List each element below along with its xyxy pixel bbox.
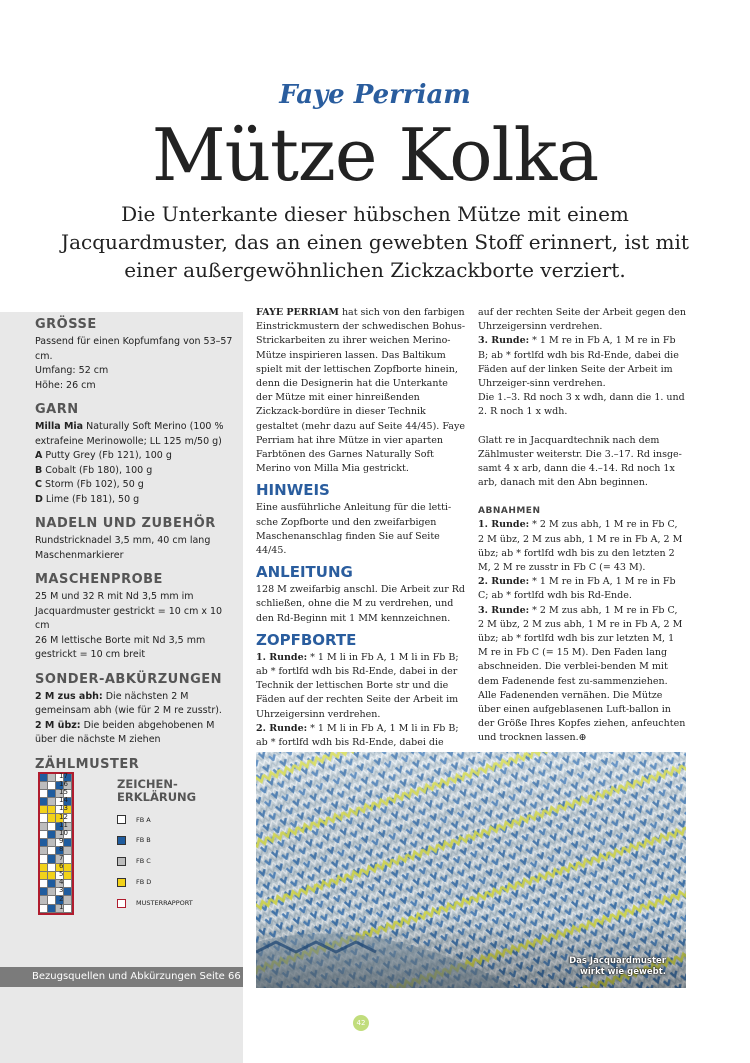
size-line: Höhe: 26 cm: [35, 379, 96, 391]
yarn-details: Naturally Soft Merino (100 % extrafeine Merinowolle; LL 125 m/50 g): [35, 421, 224, 447]
color-key: A: [35, 450, 43, 461]
page-number: 42: [353, 1015, 369, 1031]
abnahmen-round-3: [478, 604, 686, 746]
chart-cell: [40, 798, 48, 806]
legend-label: FB D: [136, 878, 152, 887]
yarn-brand: Milla Mia: [35, 421, 84, 432]
legend-swatch: [117, 836, 126, 845]
abbreviations-heading: SONDER-ABKÜRZUNGEN: [35, 671, 223, 687]
size-section: [35, 316, 235, 393]
chart-cell: [40, 896, 48, 904]
size-line: Umfang: 52 cm: [35, 365, 109, 376]
designer-intro-name: FAYE PERRIAM: [256, 307, 339, 318]
legend-item: [117, 851, 207, 872]
text-column-middle: [256, 306, 466, 764]
chart-cell: [40, 831, 48, 839]
needles-heading: NADELN UND ZUBEHÖR: [35, 516, 216, 531]
chart-cell: [48, 798, 56, 806]
chart-cell: [48, 864, 56, 872]
round-text: * 1 M li in Fb A, 1 M li in Fb B; ab * fortlfd wdh bis Rd-Ende, dabei in der Technik der lettischen Borte str und die Fäden auf der rechten Seite der Arbeit im Uhrzeigersinn verdrehen.: [256, 651, 459, 720]
chart-cell: [40, 855, 48, 863]
chart-cell: [48, 847, 56, 855]
chart-row-numbers: [59, 772, 68, 911]
legend-item: [117, 893, 207, 914]
text-column-right: [478, 306, 686, 746]
caption-line: wirkt wie gewebt.: [580, 967, 666, 977]
yarn-color-line: [35, 464, 235, 479]
abbreviation-term: 2 M übz:: [35, 719, 81, 731]
chart-row-number: 9: [59, 837, 64, 846]
round-text: * 1 M li in Fb A, 1 M li in Fb B; ab * fortlfd wdh bis Rd-Ende, dabei die: [256, 722, 459, 749]
gauge-heading: MASCHENPROBE: [35, 572, 163, 587]
legend-swatch: [117, 899, 126, 908]
chart-row-number: 16: [59, 779, 68, 788]
chart-cell: [48, 880, 56, 888]
chart-cell: [40, 839, 48, 847]
legend-label: FB A: [136, 815, 151, 824]
yarn-color-line: [35, 493, 235, 508]
gauge-line: 26 M lettische Borte mit Nd 3,5 mm gestrickt = 10 cm breit: [35, 634, 206, 660]
round-text: * 2 M zus abh, 1 M re in Fb C, 2 M übz, 2 M zus abh, 1 M re in Fb A, 2 M übz; ab * fortlfd wdh bis zu den letzten 2 M, 2 M re zusstr in Fb C (= 43 M).: [478, 519, 683, 574]
sidebar: [35, 316, 235, 916]
chart-cell: [48, 905, 56, 913]
size-heading: GRÖSSE: [35, 317, 97, 332]
repeat-instruction: Die 1.–3. Rd noch 3 x wdh, dann die 1. und 2. R noch 1 x wdh.: [478, 392, 685, 418]
anleitung-heading: ANLEITUNG: [256, 563, 353, 582]
chart-row-number: 3: [59, 886, 64, 895]
size-line: Passend für einen Kopfumfang von 53–57 cm.: [35, 336, 233, 362]
abbreviation-text: Die beiden abgehobenen M über die nächste M ziehen: [35, 719, 215, 745]
chart-cell: [48, 872, 56, 880]
chart-row-number: 12: [59, 812, 68, 821]
legend-swatch: [117, 815, 126, 824]
knitted-hat-photo: [256, 752, 686, 988]
chart-row-number: 13: [59, 804, 68, 813]
color-key: C: [35, 479, 42, 490]
round-label: 2. Runde:: [256, 722, 308, 734]
legend-swatch: [117, 857, 126, 866]
legend-title: ZEICHEN-ERKLÄRUNG: [117, 776, 197, 804]
abnahmen-round-1: [478, 518, 686, 575]
color-text: Lime (Fb 181), 50 g: [42, 493, 140, 505]
legend-label: FB B: [136, 836, 151, 845]
hinweis-text: Eine ausführliche Anleitung für die letti-sche Zopfborte und den zweifarbigen Maschenanschlag finden Sie auf Seite 44/45.: [256, 502, 452, 557]
chart-cell: [48, 814, 56, 822]
needles-line: Rundstricknadel 3,5 mm, 40 cm lang: [35, 535, 211, 546]
abnahmen-heading: ABNAHMEN: [478, 506, 541, 517]
zopfborte-round-1: [256, 651, 466, 722]
round-text: * 1 M re in Fb A, 1 M re in Fb C; ab * fortlfd wdh bis Rd-Ende.: [478, 576, 676, 602]
chart-row-number: 2: [59, 894, 64, 903]
hinweis-heading: HINWEIS: [256, 481, 330, 500]
chart-cell: [40, 905, 48, 913]
round-text: * 2 M zus abh, 1 M re in Fb C, 2 M übz, 2 M zus abh, 1 M re in Fb A, 2 M übz; ab * fortlfd wdh bis zur letzten M, 1 M re in Fb C (= 15 M). Den Faden lang abschneiden. Die verblei-benden M mit dem Fadenende fest zu-sammenziehen. Alle Fadenenden vernähen. Die Mütze über einen aufgeblasenen Luft-ballon in der Größe Ihres Kopfes ziehen, anfeuchten und trocknen lassen.: [478, 604, 686, 744]
designer-intro: [256, 306, 466, 476]
color-text: Putty Grey (Fb 121), 100 g: [42, 450, 172, 461]
gauge-section: [35, 571, 235, 663]
legend-swatch: [117, 878, 126, 887]
knitting-chart: [38, 772, 74, 915]
photo-caption: [569, 956, 666, 978]
chart-cell: [48, 806, 56, 814]
round-text: * 1 M re in Fb A, 1 M re in Fb B; ab * fortlfd wdh bis Rd-Ende, dabei die Fäden auf der linken Seite der Arbeit im Uhrzeiger-sinn verdrehen.: [478, 335, 679, 390]
yarn-color-line: [35, 478, 235, 493]
chart-cell: [40, 790, 48, 798]
color-text: Storm (Fb 102), 50 g: [41, 479, 144, 490]
chart-section: [35, 756, 235, 916]
color-text: Cobalt (Fb 180), 100 g: [42, 464, 153, 476]
chart-row-number: 8: [59, 845, 64, 854]
chart-cell: [48, 839, 56, 847]
abbreviation-text: Die nächsten 2 M gemeinsam abh (wie für 2 M re zusstr).: [35, 690, 222, 716]
chart-cell: [48, 823, 56, 831]
chart-cell: [40, 774, 48, 782]
zopfborte-round-3: [478, 334, 686, 391]
chart-cell: [48, 774, 56, 782]
abbreviation-item: [35, 690, 235, 719]
chart-row-number: 14: [59, 796, 68, 805]
sidebar-footer: Bezugsquellen und Abkürzungen Seite 66: [0, 967, 243, 987]
legend-item: [117, 810, 207, 831]
chart-legend: [117, 778, 207, 914]
yarn-section: [35, 401, 235, 507]
legend-label: FB C: [136, 857, 151, 866]
chart-cell: [40, 782, 48, 790]
chart-cell: [40, 806, 48, 814]
chart-row-number: 1: [59, 902, 64, 911]
zopfborte-heading: ZOPFBORTE: [256, 630, 357, 649]
chart-cell: [48, 855, 56, 863]
round-label: 3. Runde:: [478, 604, 530, 616]
chart-cell: [40, 823, 48, 831]
legend-item: [117, 830, 207, 851]
needles-line: Maschenmarkierer: [35, 549, 124, 561]
designer-name: Faye Perriam: [279, 80, 471, 110]
legend-item: [117, 872, 207, 893]
yarn-color-line: [35, 449, 235, 464]
chart-cell: [48, 782, 56, 790]
end-mark-icon: ⊕: [578, 732, 587, 744]
designer-intro-text: hat sich von den farbigen Einstrickmustern der schwedischen Bohus-Strickarbeiten zu ihrer weichen Merino-Mütze inspirieren lassen. Das Baltikum spielt mit der lettischen Zopfborte hinein, denn die Designerin hat die Unterkante der Mütze mit einer hinreißenden Zickzack-bordüre in dieser Technik gestaltet (mehr dazu auf Seite 44/45). Faye Perriam hat ihre Mütze in vier aparten Farbtönen des Garnes Naturally Soft Merino von Milla Mia gestrickt.: [256, 307, 466, 475]
needles-section: [35, 515, 235, 563]
jacquard-instruction: Glatt re in Jacquardtechnik nach dem Zählmuster weiterstr. Die 3.–17. Rd insge-samt 4 x arb, dann die 4.–14. Rd noch 1x arb, danach mit den Abn beginnen.: [478, 434, 682, 489]
chart-cell: [40, 888, 48, 896]
chart-row-number: 7: [59, 853, 64, 862]
round-label: 1. Runde:: [478, 519, 530, 531]
chart-cell: [40, 847, 48, 855]
chart-row-number: 6: [59, 861, 64, 870]
abbreviation-item: [35, 719, 235, 748]
chart-cell: [40, 864, 48, 872]
color-key: D: [35, 493, 43, 505]
gauge-line: 25 M und 32 R mit Nd 3,5 mm im Jacquardmuster gestrickt = 10 cm x 10 cm: [35, 591, 223, 631]
chart-row-number: 10: [59, 828, 68, 837]
chart-cell: [40, 880, 48, 888]
abnahmen-round-2: [478, 575, 686, 603]
page-title: Mütze Kolka: [151, 113, 599, 197]
round-label: 3. Runde:: [478, 335, 530, 347]
chart-row-number: 15: [59, 787, 68, 796]
abbreviations-section: [35, 671, 235, 748]
chart-cell: [48, 896, 56, 904]
chart-row-number: 4: [59, 878, 64, 887]
chart-row-number: 11: [59, 820, 68, 829]
chart-row-number: 17: [59, 771, 68, 780]
round-label: 1. Runde:: [256, 651, 308, 663]
abbreviation-term: 2 M zus abh:: [35, 690, 103, 702]
chart-heading: ZÄHLMUSTER: [35, 756, 140, 772]
intro-text: Die Unterkante dieser hübschen Mütze mit einem Jacquardmuster, das an einen gewebten Stoff erinnert, ist mit einer außergewöhnlichen Zickzackborte verziert.: [61, 202, 689, 282]
zopfborte-continuation: auf der rechten Seite der Arbeit gegen den Uhrzeigersinn verdrehen.: [478, 307, 687, 333]
yarn-description: [35, 420, 235, 449]
chart-cell: [48, 888, 56, 896]
chart-cell: [40, 814, 48, 822]
chart-cell: [48, 831, 56, 839]
legend-label: MUSTERRAPPORT: [136, 898, 193, 907]
chart-row-number: 5: [59, 869, 64, 878]
chart-cell: [48, 790, 56, 798]
caption-line: Das Jacquardmuster: [569, 956, 666, 966]
color-key: B: [35, 464, 43, 476]
jacquard-pattern-illustration: [256, 752, 686, 988]
anleitung-text: 128 M zweifarbig anschl. Die Arbeit zur Rd schließen, ohne die M zu verdrehen, und den Rd-Beginn mit 1 MM kennzeichnen.: [256, 584, 466, 624]
yarn-heading: GARN: [35, 402, 79, 417]
chart-cell: [40, 872, 48, 880]
round-label: 2. Runde:: [478, 576, 530, 588]
